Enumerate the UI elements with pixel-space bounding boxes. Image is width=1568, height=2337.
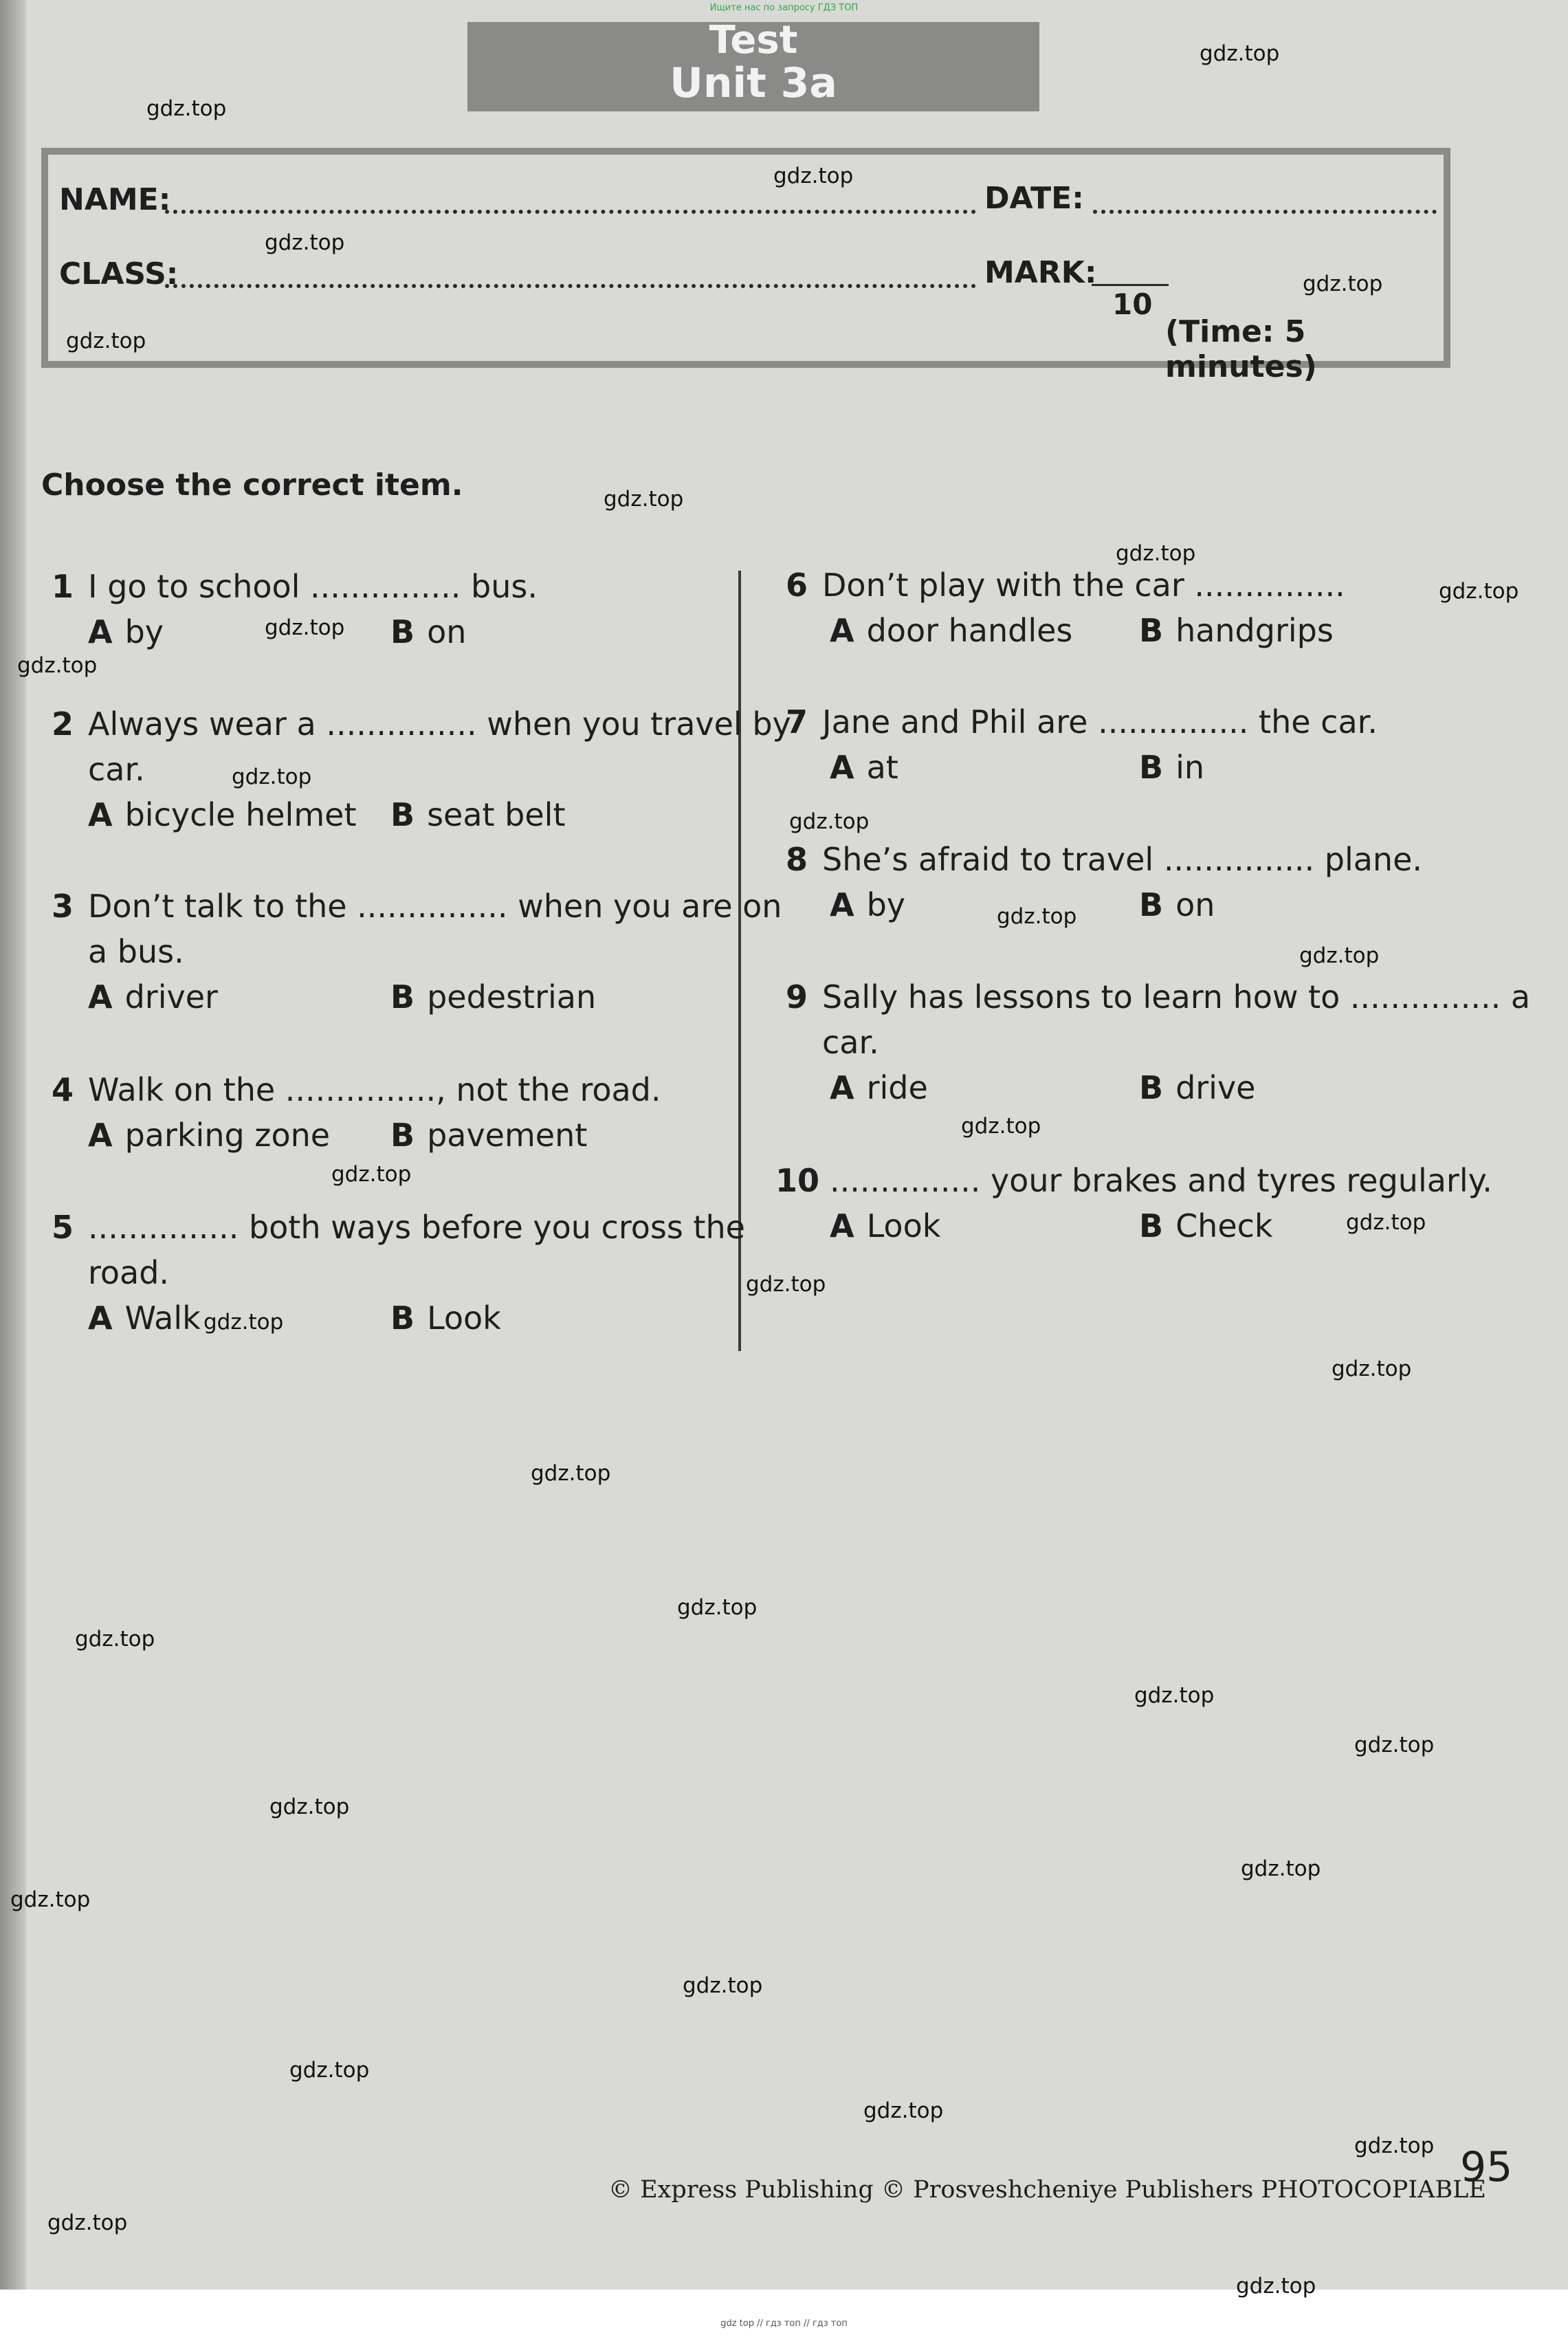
- option-a[interactable]: [88, 974, 218, 1020]
- option-text: handgrips: [1175, 612, 1334, 649]
- name-label: NAME:: [59, 182, 171, 217]
- option-letter: A: [88, 1299, 113, 1337]
- option-text: Check: [1175, 1207, 1273, 1244]
- option-text: at: [866, 749, 898, 786]
- watermark-text: gdz.top: [75, 1627, 155, 1652]
- option-b[interactable]: [390, 1112, 587, 1158]
- option-a[interactable]: [88, 1295, 201, 1341]
- option-text: seat belt: [427, 796, 566, 833]
- watermark-text: gdz.top: [677, 1595, 758, 1620]
- option-letter: B: [1139, 749, 1164, 786]
- option-letter: B: [1139, 886, 1164, 923]
- option-b[interactable]: [390, 974, 596, 1020]
- option-b[interactable]: [1139, 1065, 1255, 1110]
- option-letter: B: [390, 1117, 415, 1154]
- watermark-text: gdz.top: [265, 615, 345, 640]
- question-text: Walk on the ..............., not the road.: [88, 1071, 661, 1108]
- option-letter: A: [88, 796, 113, 833]
- option-text: by: [124, 613, 164, 650]
- time-limit: (Time: 5 minutes): [1165, 314, 1317, 384]
- option-a[interactable]: [830, 1203, 940, 1249]
- watermark-text: gdz.top: [1332, 1357, 1412, 1381]
- option-text: on: [427, 613, 467, 650]
- watermark-text: gdz.top: [289, 2058, 370, 2083]
- student-info-box: [41, 148, 1450, 384]
- option-text: door handles: [866, 612, 1073, 649]
- question-number: 1: [52, 568, 74, 605]
- date-label: DATE:: [984, 181, 1084, 216]
- watermark-text: gdz.top: [1439, 579, 1519, 604]
- question-number: 5: [52, 1209, 74, 1246]
- watermark-text: gdz.top: [1116, 541, 1196, 566]
- option-letter: A: [830, 1207, 854, 1244]
- option-letter: B: [390, 613, 415, 650]
- question-text: car.: [88, 751, 145, 788]
- option-text: driver: [124, 978, 218, 1016]
- bottom-note: gdz top // гдз топ // гдз топ: [720, 2318, 848, 2329]
- watermark-text: gdz.top: [773, 164, 854, 188]
- watermark-text: gdz.top: [683, 1973, 763, 1998]
- option-text: drive: [1175, 1069, 1256, 1106]
- name-field[interactable]: [165, 203, 976, 214]
- watermark-text: gdz.top: [1346, 1210, 1426, 1235]
- question-number: 2: [52, 705, 74, 743]
- option-a[interactable]: [830, 882, 905, 928]
- watermark-text: gdz.top: [961, 1114, 1041, 1139]
- option-letter: B: [390, 796, 415, 833]
- option-letter: A: [830, 1069, 854, 1106]
- option-a[interactable]: [88, 792, 356, 837]
- watermark-text: gdz.top: [1134, 1683, 1215, 1708]
- option-letter: A: [88, 978, 113, 1016]
- title-line-2: Unit 3a: [670, 59, 837, 107]
- option-text: in: [1175, 749, 1204, 786]
- question-number: 6: [786, 567, 808, 604]
- option-letter: B: [390, 1299, 415, 1337]
- option-text: by: [866, 886, 906, 923]
- page-number: 95: [1460, 2143, 1513, 2191]
- option-letter: A: [830, 612, 854, 649]
- question-text: Always wear a ............... when you travel by: [88, 705, 791, 743]
- watermark-text: gdz.top: [17, 653, 98, 678]
- question-text: Sally has lessons to learn how to ............... a: [822, 978, 1531, 1016]
- watermark-text: gdz.top: [604, 487, 684, 512]
- option-letter: A: [88, 1117, 113, 1154]
- option-letter: B: [1139, 1207, 1164, 1244]
- question-number: 7: [786, 703, 808, 740]
- watermark-text: gdz.top: [1354, 1733, 1435, 1757]
- watermark-text: gdz.top: [265, 230, 345, 255]
- option-letter: A: [830, 749, 854, 786]
- option-text: bicycle helmet: [124, 796, 357, 833]
- class-field[interactable]: [165, 277, 976, 288]
- watermark-text: gdz.top: [1303, 272, 1383, 296]
- question-text: ............... your brakes and tyres regularly.: [830, 1162, 1492, 1199]
- question-text: She’s afraid to travel ............... plane.: [822, 841, 1423, 878]
- option-letter: B: [390, 978, 415, 1016]
- option-b[interactable]: [1139, 882, 1215, 928]
- watermark-text: gdz.top: [531, 1461, 611, 1486]
- watermark-text: gdz.top: [10, 1887, 91, 1912]
- watermark-text: gdz.top: [47, 2210, 128, 2235]
- title-line-1: Test: [709, 18, 798, 63]
- watermark-text: gdz.top: [1299, 943, 1380, 968]
- option-b[interactable]: [390, 1295, 501, 1341]
- option-a[interactable]: [830, 608, 1072, 653]
- mark-field[interactable]: [1092, 284, 1169, 286]
- watermark-text: gdz.top: [789, 809, 870, 834]
- question-number: 8: [786, 841, 808, 878]
- option-a[interactable]: [830, 1065, 928, 1110]
- watermark-text: gdz.top: [232, 765, 312, 789]
- top-note: Ищите нас по запросу ГДЗ ТОП: [709, 3, 859, 13]
- question-text: car.: [822, 1024, 879, 1061]
- question-text: a bus.: [88, 933, 184, 970]
- watermark-text: gdz.top: [203, 1310, 284, 1335]
- question-text: I go to school ............... bus.: [88, 568, 538, 605]
- option-text: parking zone: [124, 1117, 331, 1154]
- question-text: Don’t talk to the ............... when you are on: [88, 888, 782, 925]
- option-text: on: [1175, 886, 1215, 923]
- option-a[interactable]: [830, 745, 898, 790]
- option-a[interactable]: [88, 609, 164, 655]
- watermark-text: gdz.top: [66, 329, 146, 353]
- watermark-text: gdz.top: [746, 1272, 826, 1297]
- option-text: Look: [427, 1299, 501, 1337]
- option-b[interactable]: [1139, 608, 1334, 653]
- option-b[interactable]: [1139, 745, 1204, 790]
- test-title-box: [467, 18, 1039, 111]
- option-text: ride: [866, 1069, 928, 1106]
- question-text: ............... both ways before you cross the: [88, 1209, 745, 1246]
- watermark-text: gdz.top: [331, 1162, 412, 1187]
- question-text: Don’t play with the car ...............: [822, 567, 1345, 604]
- option-b[interactable]: [390, 792, 566, 837]
- option-letter: A: [830, 886, 854, 923]
- option-text: pavement: [427, 1117, 588, 1154]
- class-label: CLASS:: [59, 256, 179, 292]
- question-number: 4: [52, 1071, 74, 1108]
- question-text: road.: [88, 1254, 170, 1291]
- page-edge-shadow: [0, 0, 26, 2337]
- bottom-strip: [0, 2290, 1568, 2337]
- instruction: Choose the correct item.: [41, 468, 463, 503]
- option-letter: B: [1139, 612, 1164, 649]
- question-number: 3: [52, 888, 74, 925]
- option-letter: A: [88, 613, 113, 650]
- option-text: Look: [866, 1207, 941, 1244]
- question-text: Jane and Phil are ............... the car.: [822, 703, 1378, 740]
- date-field[interactable]: [1093, 203, 1437, 214]
- option-b[interactable]: [390, 609, 466, 655]
- watermark-text: gdz.top: [1200, 41, 1280, 66]
- watermark-text: gdz.top: [997, 904, 1077, 929]
- option-text: pedestrian: [427, 978, 597, 1016]
- question-number: 9: [786, 978, 808, 1016]
- watermark-text: gdz.top: [1241, 1856, 1321, 1881]
- copyright-footer: © Express Publishing © Prosveshcheniye Publishers PHOTOCOPIABLE: [608, 2176, 1486, 2204]
- watermark-text: gdz.top: [1236, 2274, 1316, 2298]
- watermark-text: gdz.top: [146, 96, 227, 121]
- mark-denominator: 10: [1112, 287, 1153, 321]
- mark-label: MARK:: [984, 255, 1097, 290]
- question-number: 10: [775, 1162, 820, 1199]
- watermark-text: gdz.top: [863, 2098, 944, 2123]
- option-b[interactable]: [1139, 1203, 1273, 1249]
- watermark-text: gdz.top: [1354, 2133, 1435, 2158]
- watermark-text: gdz.top: [269, 1795, 350, 1819]
- option-a[interactable]: [88, 1112, 330, 1158]
- option-letter: B: [1139, 1069, 1164, 1106]
- option-text: Walk: [124, 1299, 201, 1337]
